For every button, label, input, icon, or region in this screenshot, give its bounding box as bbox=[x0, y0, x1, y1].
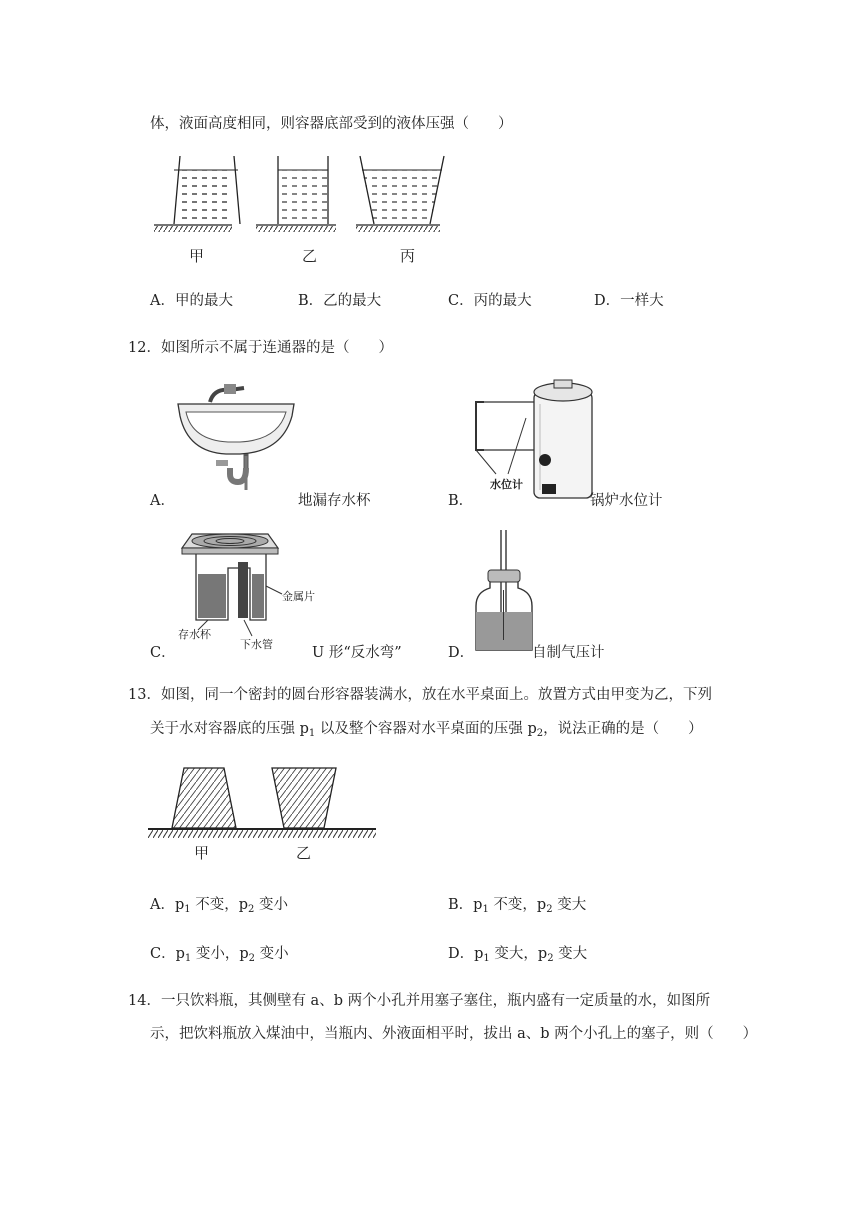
q13-option-c[interactable]: C．$p_1$ 变小，$p_2$ 变小 bbox=[150, 946, 289, 964]
q14-stem-line2: 示，把饮料瓶放入煤油中，当瓶内、外液面相平时，拔出 a、b 两个小孔上的塞子，则（ ） bbox=[150, 1026, 758, 1042]
q13-frustum-figure bbox=[148, 766, 378, 846]
q12-option-d-caption: 自制气压计 bbox=[532, 645, 605, 661]
q12-stem: 12．如图所示不属于连通器的是（ ） bbox=[128, 340, 393, 356]
q14-stem-line1: 14．一只饮料瓶，其侧壁有 a、b 两个小孔并用塞子塞住，瓶内盛有一定质量的水，如图所 bbox=[128, 993, 711, 1009]
water-gauge-label: 水位计 bbox=[490, 478, 523, 491]
fig-label-yi: 乙 bbox=[302, 247, 318, 265]
q11-stem-continuation: 体，液面高度相同，则容器底部受到的液体压强（ ） bbox=[150, 116, 513, 132]
q12-option-a-letter[interactable]: A． bbox=[150, 493, 175, 509]
q13-stem-line1: 13．如图，同一个密封的圆台形容器装满水，放在水平桌面上。放置方式由甲变为乙，下列 bbox=[128, 687, 712, 703]
q13-option-a[interactable]: A．$p_1$ 不变，$p_2$ 变小 bbox=[150, 897, 289, 915]
floor-drain-figure bbox=[172, 526, 315, 651]
q11-option-a[interactable]: A．甲的最大 bbox=[150, 293, 233, 309]
q12-option-c-caption: U 形“反水弯” bbox=[312, 645, 402, 661]
q12-option-a-caption: 地漏存水杯 bbox=[298, 493, 371, 509]
q12-option-c-letter[interactable]: C． bbox=[150, 645, 176, 661]
q11-option-d[interactable]: D．一样大 bbox=[594, 293, 664, 309]
cup-label: 存水杯 bbox=[178, 628, 211, 641]
q13-stem-line2: 关于水对容器底的压强 $p_1$ 以及整个容器对水平桌面的压强 $p_2$，说法正确的是（ ） bbox=[150, 721, 703, 739]
drain-pipe-label: 下水管 bbox=[240, 638, 273, 651]
q12-option-b-caption: 锅炉水位计 bbox=[590, 493, 663, 509]
metal-sheet-label: 金属片 bbox=[282, 590, 315, 603]
q11-option-c[interactable]: C．丙的最大 bbox=[448, 293, 532, 309]
washbasin-figure bbox=[170, 382, 300, 497]
q12-option-d-letter[interactable]: D． bbox=[448, 645, 475, 661]
q13-option-d[interactable]: D．$p_1$ 变大，$p_2$ 变大 bbox=[448, 946, 588, 964]
q12-option-b-letter[interactable]: B． bbox=[448, 493, 474, 509]
fig-label-bing: 丙 bbox=[400, 247, 416, 265]
barometer-figure bbox=[470, 530, 550, 658]
q13-option-b[interactable]: B．$p_1$ 不变，$p_2$ 变大 bbox=[448, 897, 587, 915]
q13-label-yi: 乙 bbox=[296, 844, 312, 862]
q11-option-b[interactable]: B．乙的最大 bbox=[298, 293, 382, 309]
boiler-figure bbox=[468, 378, 594, 500]
fig-label-jia: 甲 bbox=[189, 247, 205, 265]
q13-label-jia: 甲 bbox=[194, 844, 210, 862]
